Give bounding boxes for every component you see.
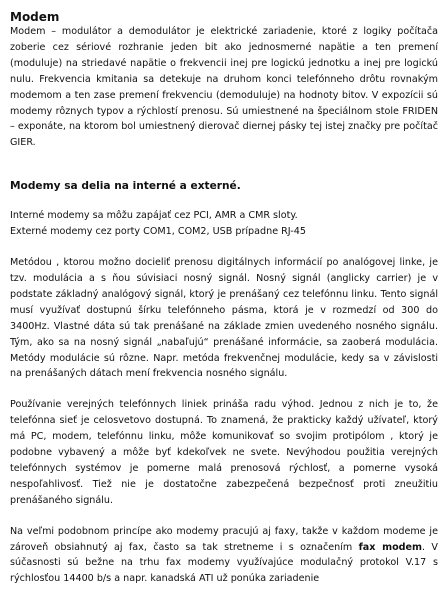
spacer bbox=[10, 151, 438, 178]
spacer bbox=[10, 509, 438, 524]
page-title: Modem bbox=[10, 10, 60, 24]
method-paragraph: Metódou , ktorou možno docieliť prenosu digitálnych informácií po analógovej linke, je tzv. modulácia a s ňou súvisiaci nosný signál. Nosný signál (anglicky carrier) je v podstate základný analógový signál, ktorý je prenášaný cez telefónnu linku. Tento signál musí využívať dostupnú šírku telefónneho pásma, ktorá je v rozmedzí od 300 do 3400Hz. Vlastné dáta sú tak prenášané na základe zmien uvedeného nosného signálu. Tým, ako sa na nosný signál „nabaľujú“ prenášané informácie, sa zaoberá modulácia. Metódy modulácie sú rôzne. Napr. metóda frekvenčnej modulácie, kedy sa v závislosti na prenášaných dátach mení frekvencia nosného signálu. bbox=[10, 257, 438, 380]
fax-modem-term: fax modem bbox=[358, 541, 423, 553]
spacer bbox=[10, 382, 438, 397]
external-modems-line: Externé modemy cez porty COM1, COM2, USB prípadne RJ-45 bbox=[10, 226, 306, 238]
spacer bbox=[10, 240, 438, 255]
usage-paragraph: Používanie verejných telefónnych liniek prináša radu výhod. Jednou z nich je to, že telefónna sieť je celosvetovo dostupná. To znamená, že prakticky každý užívateľ, ktorý má PC, modem, telefónnu linku, môže komunikovať so svojim protipólom , ktorý je podobne vybavený a môže byť kdekoľvek ne svete. Nevýhodou použitia verejných telefónnych systémov je pomerne malá prenosová rýchlosť, a pomerne vysoká nespoľahlivosť. Tiež nie je dostatočne zabezpečená bezpečnosť proti zneužitiu prenášaného signálu. bbox=[10, 399, 438, 506]
section-heading: Modemy sa delia na interné a externé. bbox=[10, 180, 241, 193]
fax-text-before: Na veľmi podobnom princípe ako modemy pracujú aj faxy, takže v každom modeme je zároveň obsiahnutý aj fax, často sa tak stretneme i s označením bbox=[10, 525, 438, 553]
fax-text-after: . V súčasnosti sú bežne na trhu fax modemy využívajúce modulačný protokol V.17 s rýchlosťou 14400 b/s a napr. kanadská ATI už ponúka zariadenie bbox=[10, 541, 438, 585]
spacer bbox=[10, 194, 438, 208]
internal-modems-line: Interné modemy sa môžu zapájať cez PCI, AMR a CMR sloty. bbox=[10, 210, 298, 222]
intro-paragraph: Modem – modulátor a demodulátor je elektrické zariadenie, ktoré z logiky počítača zoberie cez sériové rozhranie jeden bit ako jednosmerné napätie a ten premení (moduluje) na striedavé napätie o frekvencii inej pre logickú jednotku a inej pre logickú nulu. Frekvencia kmitania sa detekuje na druhom konci telefónneho drôtu rovnakým modemom a ten zase premení frekvenciu (demoduluje) na hodnoty bitov. V expozícii sú modemy rôznych typov a rýchlostí prenosu. Sú umiestnené na špeciálnom stole FRIDEN – exponáte, na ktorom bol umiestnený dierovač diernej pásky tej istej značky pre počítač GIER. bbox=[10, 26, 438, 149]
fax-paragraph bbox=[10, 524, 438, 588]
